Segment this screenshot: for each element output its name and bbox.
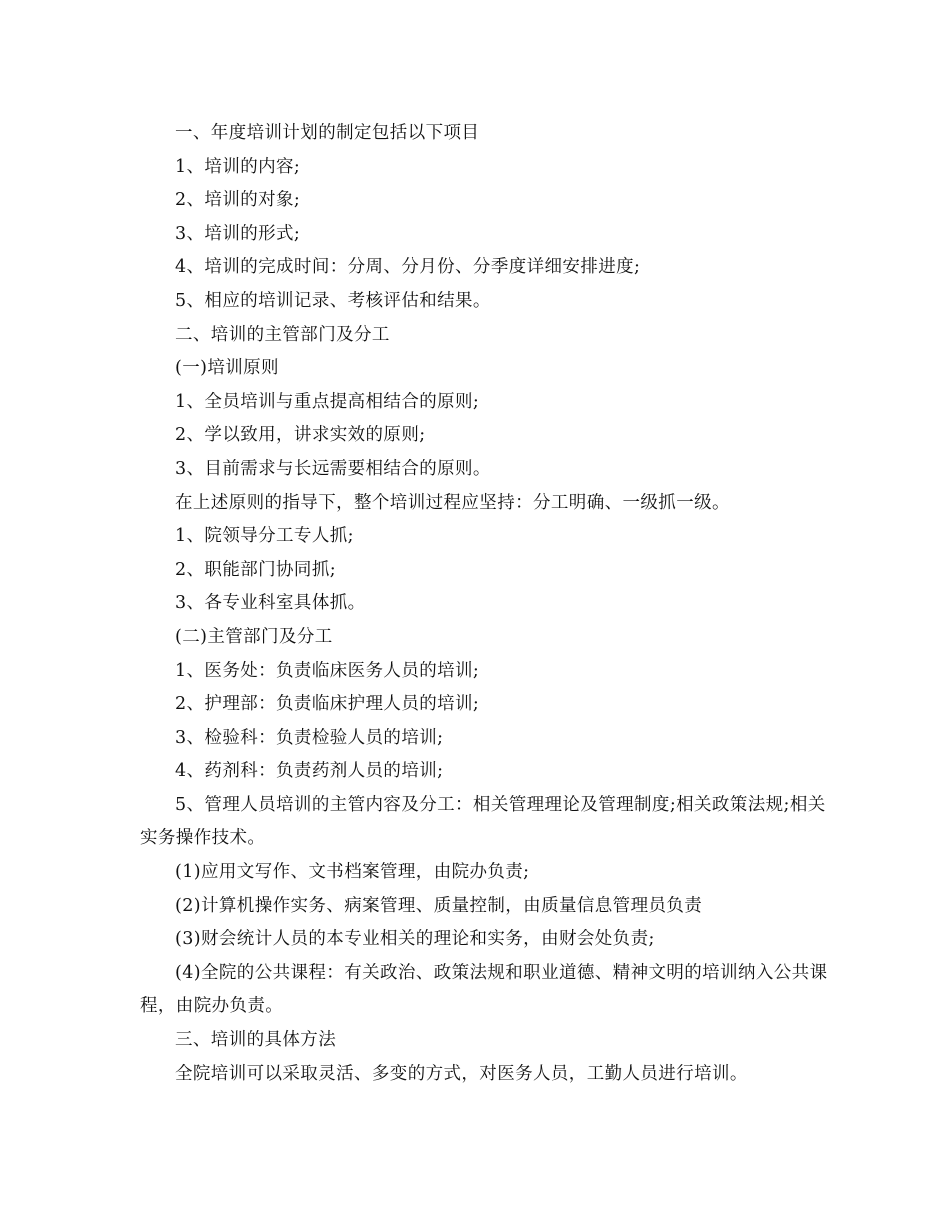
list-item: 2、培训的对象;: [175, 190, 301, 211]
list-item: 3、检验科：负责检验人员的培训;: [175, 727, 444, 748]
subsection-heading-1: (一)培训原则: [175, 358, 279, 379]
list-item: 5、管理人员培训的主管内容及分工：相关管理理论及管理制度;相关政策法规;相关实务操作技术。: [140, 794, 826, 849]
list-item: 2、职能部门协同抓;: [175, 559, 337, 580]
section-heading-2: 二、培训的主管部门及分工: [175, 324, 390, 345]
body-paragraph: 在上述原则的指导下，整个培训过程应坚持：分工明确、一级抓一级。: [175, 492, 730, 513]
section-heading-1: 一、年度培训计划的制定包括以下项目: [175, 123, 480, 143]
list-item: (3)财会统计人员的本专业相关的理论和实务，由财会处负责;: [175, 929, 655, 950]
list-item: 1、院领导分工专人抓;: [175, 526, 354, 547]
list-item: 3、目前需求与长远需要相结合的原则。: [175, 458, 491, 479]
list-item: 5、相应的培训记录、考核评估和结果。: [175, 290, 491, 311]
list-item: 1、全员培训与重点提高相结合的原则;: [175, 391, 480, 412]
list-item: (1)应用文写作、文书档案管理，由院办负责;: [175, 862, 530, 883]
list-item: 4、药剂科：负责药剂人员的培训;: [175, 761, 444, 782]
list-item: (2)计算机操作实务、病案管理、质量控制，由质量信息管理员负责: [175, 895, 703, 916]
list-item: 2、护理部：负责临床护理人员的培训;: [175, 694, 480, 715]
list-item: 1、培训的内容;: [175, 156, 301, 177]
section-heading-3: 三、培训的具体方法: [175, 1030, 337, 1051]
list-item: 1、医务处：负责临床医务人员的培训;: [175, 660, 480, 681]
list-item: (4)全院的公共课程：有关政治、政策法规和职业道德、精神文明的培训纳入公共课程，由院办负责。: [140, 962, 828, 1017]
subsection-heading-2: (二)主管部门及分工: [175, 626, 333, 647]
body-paragraph: 全院培训可以采取灵活、多变的方式，对医务人员，工勤人员进行培训。: [175, 1063, 748, 1084]
list-item: 2、学以致用，讲求实效的原则;: [175, 425, 426, 446]
list-item: 3、各专业科室具体抓。: [175, 593, 366, 614]
document-body: [140, 117, 830, 1091]
list-item: 3、培训的形式;: [175, 223, 301, 244]
list-item: 4、培训的完成时间：分周、分月份、分季度详细安排进度;: [175, 257, 641, 278]
